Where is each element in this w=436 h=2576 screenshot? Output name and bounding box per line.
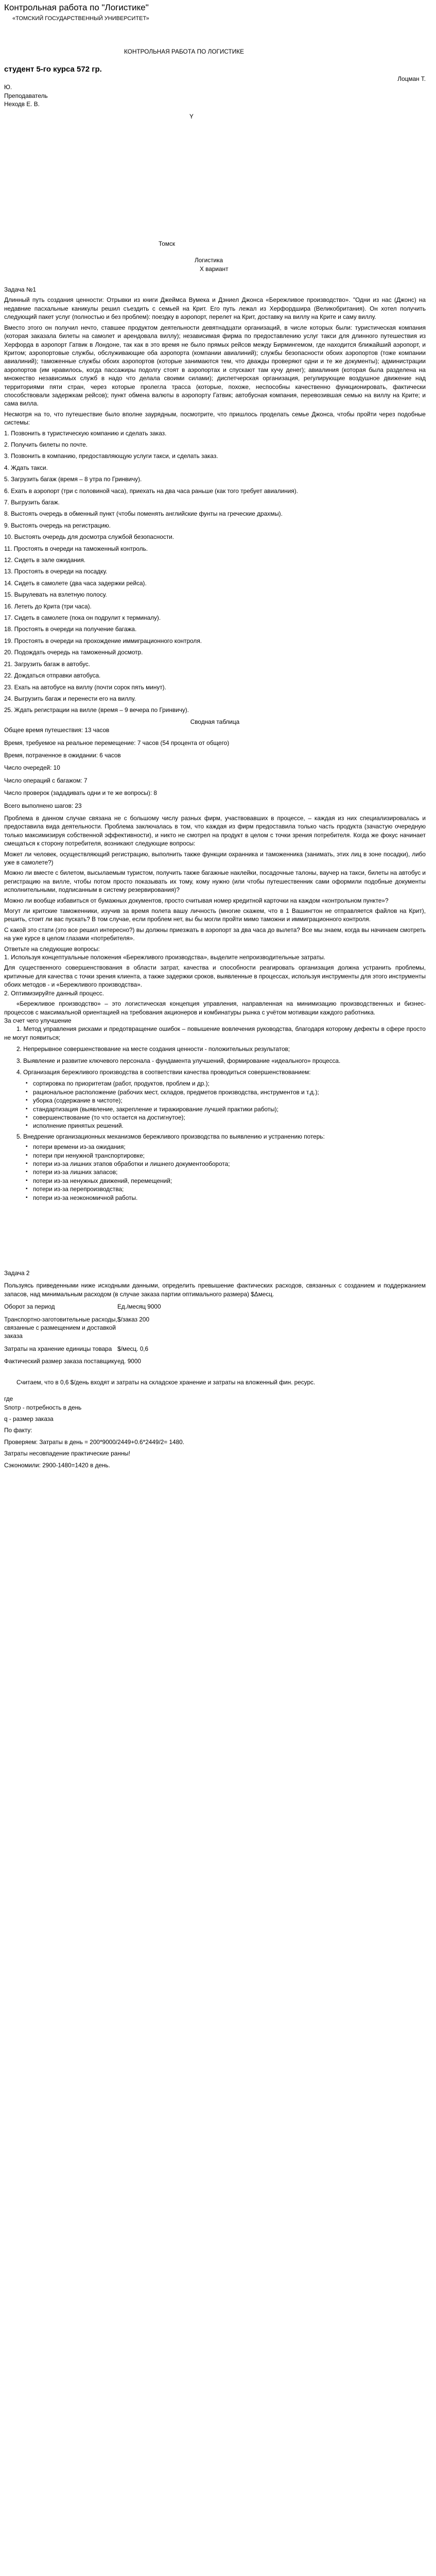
step-item: 11. Простоять в очереди на таможенный контроль. [4, 545, 148, 552]
paragraph: Ответьте на следующие вопросы: [4, 945, 100, 953]
paragraph: Вместо этого он получил нечто, ставшее продуктом деятельности девятнадцати организаций, в числе которых были: туристическая компания (которая заказала билеты на самолет и арендовала виллу); независимая фирма по предоставлению услуг такси для длинного путешествия из Херфорда в аэропорт Гатвик в Лондоне, так как в это время не было прямых рейсов между Бирмингемом, где находится ближайший аэропорт, и Критом; аэропортовые службы, обслуживающие оба аэропорта (компании авиалиний); службы безопасности обоих аэропортов (тоже компании авиалиний); таможенные службы обоих аэропортов (которые занимаются тем, что дважды проверяют одни и те же документы); администрации аэропортов (им нравилось, когда пассажиры подолгу стоят в аэропортах и спускают там кучу денег); авиалиния (которая была разделена на множество независимых служб в надо что делала своими силами); диспетчерская организация, регулирующие воздушное движение над территориями пяти стран, через которые пролегла трасса (которые, похоже, неспособны качественно функционировать, фактически способствовали задержкам рейсов); пункт обмена валюты в аэропорту Гатвик; автобусная компания, перевозившая семью на виллу на Крите; и сама вилла. [4, 324, 426, 408]
step-item: 24. Выгрузить багаж и перенести его на виллу. [4, 694, 136, 702]
paragraph: «Бережливое производство» – это логистическая концепция управления, направленная на минимизацию производственных и бизнес-процессов с максимальной ориентацией на требования акционеров и комбинатуры рынка с учётом мотивации каждого работника. [4, 1000, 426, 1016]
bullet-list [4, 1143, 426, 1202]
step-item: 18. Простоять в очереди на получение багажа. [4, 625, 137, 633]
table-cell-label: Оборот за период [4, 1303, 55, 1311]
paragraph: Может ли человек, осуществляющий регистрацию, выполнить также функции охранника и таможенника (занимать, этих лиц в зоне посадки), либо уже в самолете?) [4, 850, 426, 866]
definition-line: Проверяем: Затраты в день = 200*9000/2449+0.6*2449/2= 1480. [4, 1438, 184, 1446]
step-item: 23. Ехать на автобусе на виллу (почти сорок пять минут). [4, 683, 166, 691]
table-row [4, 1315, 426, 1341]
paragraph: Можно ли вместе с билетом, высылаемым туристом, получить также багажные наклейки, посадочные талоны, ваучер на такси, билеты на автобус и регистрацию на вилле, чтобы потом просто показывать их тому, кому нужно (или чтобы путешественник сами оформили подобные документы исполнительными, подписанным в систему резервирования)? [4, 869, 426, 894]
bullet-item: ▪ потери из-за лишних запасов; [33, 1168, 426, 1176]
table-cell-label: Фактический размер заказа поставщику [4, 1358, 117, 1365]
step-item: 20. Подождать очередь на таможенный досмотр. [4, 649, 143, 656]
definition-line: q - размер заказа [4, 1415, 54, 1422]
teacher-label: Преподаватель [4, 92, 48, 99]
step-item: 1. Позвонить в туристическую компанию и сделать заказ. [4, 429, 167, 437]
list-item: 4. Организация бережливого производства в соответствии качества проводиться совершенствованием: [16, 1068, 311, 1076]
bullet-list [4, 1079, 426, 1130]
summary-item: Время, требуемое на реальное перемещение: 7 часов (54 процента от общего) [4, 739, 230, 747]
step-item: 13. Простоять в очереди на посадку. [4, 568, 108, 575]
table-row [4, 1345, 426, 1353]
bullet-item: ▪ потери из-за перепроизводства; [33, 1185, 426, 1193]
bullet-item: ▪ стандартизация (выявление, закрепление и тиражирование лучшей практики работы); [33, 1105, 426, 1113]
definition-line: Сэкономили: 2900-1480=1420 в день. [4, 1461, 110, 1469]
table-cell-label: Затраты на хранение единицы товара [4, 1345, 112, 1352]
bullet-item: ▪ уборка (содержание в чистоте); [33, 1096, 426, 1105]
step-item: 3. Позвонить в компанию, предоставляющую услуги такси, и сделать заказ. [4, 452, 218, 460]
question: 2. Оптимизируйте данный процесс. [4, 989, 104, 997]
bullet-item: ▪ потери из-за лишних этапов обработки и лишнего документооборота; [33, 1160, 426, 1168]
summary-item: Число очередей: 10 [4, 764, 60, 772]
paragraph: Для существенного совершенствования в области затрат, качества и способности реагировать организация должна устранить проблемы, критичные для качества с точки зрения клиента, а также задержки сроков, выявленные в процессах, используя инструменты для этого инструменты обоих методов - и «Бережливого производства». [4, 964, 426, 989]
improvement-list [4, 1025, 426, 1076]
step-item: 8. Выстоять очередь в обменный пункт (чтобы поменять английские фунты на греческие драхмы). [4, 510, 283, 518]
step-item: 9. Выстоять очередь на регистрацию. [4, 521, 111, 529]
table-row [4, 1357, 426, 1365]
variant: Х вариант [200, 265, 229, 273]
step-item: 22. Дождаться отправки автобуса. [4, 672, 101, 680]
paragraph: Пользуясь приведенными ниже исходными данными, определить превышение фактических расходов, связанных с созданием и поддержанием запасов, над минимальным расходом (в случае заказа партии оптимального размера) $Δмесц. [4, 1282, 426, 1298]
list-item: 2. Непрерывное совершенствование на месте создания ценности - положительных результатов; [16, 1045, 290, 1053]
summary-list [4, 726, 426, 810]
bullet-item: ▪ потери из-за ненужных движений, перемещений; [33, 1177, 426, 1185]
city: Томск [159, 240, 176, 247]
summary-item: Число проверок (зададивать одни и те же вопросы): 8 [4, 789, 157, 797]
bullet-item: ▪ рациональное расположение (рабочих мест, складов, предметов производства, инструментов и т.д.); [33, 1088, 426, 1096]
step-item: 6. Ехать в аэропорт (три с половиной часа), приехать на два часа раньше (как того требует авиалиния). [4, 487, 298, 495]
teacher-name: Неходв Е. В. [4, 100, 40, 108]
step-item: 14. Сидеть в самолете (два часа задержки рейса). [4, 579, 147, 587]
paragraph: С какой это стати (это все решил интересно?) вы должны приезжать в аэропорт за два часа до вылета? Все мы знаем, когда вы начинаем смотреть на уже курсе в целом глазами «потребителя». [4, 926, 426, 942]
step-item: 4. Ждать такси. [4, 464, 48, 471]
table-cell-value: $/заказ 200 [117, 1315, 150, 1323]
step-item: 10. Выстоять очередь для досмотра службой безопасности. [4, 533, 175, 541]
question: 1. Используя концептуальные положения «Бережливого производства», выделите непроизводительные затраты. [4, 954, 325, 961]
step-item: 21. Загрузить багаж в автобус. [4, 660, 91, 668]
summary-item: Всего выполнено шагов: 23 [4, 802, 82, 809]
table-cell-label: Транспортно-заготовительные расходы, связанные с размещением и доставкой заказа [4, 1315, 117, 1340]
paragraph: Несмотря на то, что путешествие было вполне заурядным, посмотрите, что пришлось проделать семье Джонса, чтобы пройти через подобные системы: [4, 410, 426, 427]
step-item: 25. Ждать регистрации на вилле (время – 9 вечера по Гринвичу). [4, 706, 189, 714]
step-item: 16. Лететь до Крита (три часа). [4, 602, 92, 610]
list-item: 3. Выявление и развитие ключевого персонала - фундамента улучшений, формирование «идеального» процесса. [16, 1057, 341, 1064]
task1-heading: Задача №1 [4, 286, 37, 294]
paragraph: Могут ли критские таможенники, изучив за время полета вашу личность (многие скажем, что в 1 Вашингтон не отправляется файлов на Крит), решить, стоит ли вас пускать? В том случае, если проблем нет, вы бы могли пройти мимо таможни и иммиграционного контроля. [4, 907, 426, 923]
summary-item: Общее время путешествия: 13 часов [4, 726, 110, 734]
step-item: 2. Получить билеты по почте. [4, 440, 88, 448]
step-item: 5. Загрузить багаж (время – 8 утра по Гринвичу). [4, 476, 142, 483]
author-name-cont: Ю. [4, 83, 12, 91]
step-item: 17. Сидеть в самолете (пока он подрулит к терминалу). [4, 614, 161, 622]
bullet-item: ▪ потери времени из-за ожидания; [33, 1143, 426, 1151]
bullet-item: ▪ сортировка по приоритетам (работ, продуктов, проблем и др.); [33, 1079, 426, 1088]
bullet-item: ▪ совершенствование (то что остается на достигнутое); [33, 1113, 426, 1122]
definition-line: Затраты несовпадение практические ранны! [4, 1450, 131, 1458]
paragraph: Считаем, что в 0,6 $/день входят и затраты на складское хранение и затраты на вложенный фин. ресурс. [16, 1378, 316, 1386]
definition-line: Sпотр - потребность в день [4, 1403, 82, 1411]
university-name: «ТОМСКИЙ ГОСУДАРСТВЕННЫЙ УНИВЕРСИТЕТ» [12, 15, 149, 22]
table-cell-value: $/месц. 0,6 [117, 1345, 149, 1352]
list-item: 5. Внедрение организационных механизмов бережливого производства по выявлению и устранению потерь: [16, 1132, 325, 1140]
list-item: 1. Метод управления рисками и предотвращение ошибок – повышение вовлечения руководства, благодаря которому дефекты в сфере просто не могут появиться; [4, 1025, 426, 1041]
student-line: студент 5-го курса 572 гр. [4, 64, 102, 74]
step-item: 15. Вырулевать на взлетную полосу. [4, 591, 107, 599]
definition-line: По факту: [4, 1427, 32, 1434]
discipline: Логистика [195, 257, 223, 264]
work-subtitle: КОНТРОЛЬНАЯ РАБОТА ПО ЛОГИСТИКЕ [124, 48, 244, 56]
table-cell-value: ед. 9000 [117, 1358, 141, 1365]
stamp-letter: Y [189, 113, 194, 121]
summary-item: Время, потраченное в ожидании: 6 часов [4, 751, 121, 759]
paragraph: За счет чего улучшение [4, 1016, 72, 1024]
bullet-item: ▪ потери при ненужной транспортировке; [33, 1151, 426, 1160]
paragraph: Длинный путь создания ценности: Отрывки из книги Джеймса Вумека и Дэниел Джонса «Бережливое производство». "Одни из нас (Джонс) на недавние пасхальные каникулы решил съездить с семьей на Крит. Его путь лежал из Херфордшира (Великобритания). Он хотел получить следующий пакет услуг (полностью и без проблем): поездку в аэропорт, перелет на Крит, доставку на виллу на Крите и саму виллу. [4, 296, 426, 321]
input-table [4, 1302, 426, 1365]
step-item: 12. Сидеть в зале ожидания. [4, 556, 86, 564]
definitions [4, 1403, 426, 1469]
steps-list [4, 429, 426, 715]
summary-item: Число операций с багажом: 7 [4, 776, 88, 784]
paragraph: Проблема в данном случае связана не с большому числу разных фирм, участвовавших в процессе, – каждая из них специализировалась и предоставила вида деятельности. Проблема заключалась в том, что каждая из фирм предоставила только часть продукта (зачастую очередную только максимизируя собственной эффективности), и никто не смотрел на продукт в целом с точки зрения потребителя. Когда же фокус начинает смещаться к сторону потребителя, возникают следующие вопросы: [4, 814, 426, 848]
table-row [4, 1302, 426, 1311]
step-item: 7. Выгрузить багаж. [4, 499, 60, 506]
step-item: 19. Простоять в очереди на прохождение иммиграционного контроля. [4, 637, 202, 645]
table-cell-value: Ед./месяц 9000 [117, 1303, 161, 1311]
bullet-item: ▪ исполнение принятых решений. [33, 1122, 426, 1130]
where-label: где [4, 1395, 13, 1403]
author-name: Лоцман Т. [397, 75, 426, 82]
task2-heading: Задача 2 [4, 1269, 30, 1277]
summary-heading: Сводная таблица [190, 718, 240, 725]
document-title: Контрольная работа по "Логистике" [4, 3, 149, 12]
bullet-item: ▪ потери из-за неэкономичной работы. [33, 1194, 426, 1202]
paragraph: Можно ли вообще избавиться от бумажных документов, просто считывая номер кредитной карточки на каждом «контрольном пункте»? [4, 896, 389, 904]
